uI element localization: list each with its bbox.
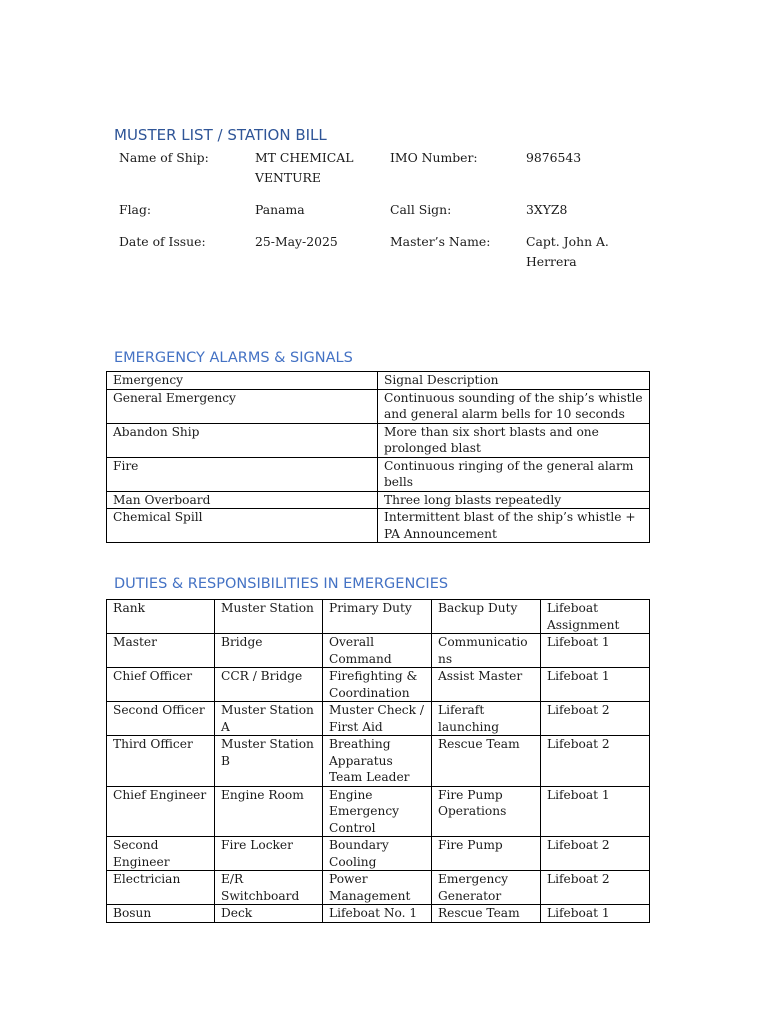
column-header: Backup Duty	[432, 600, 541, 634]
column-header: Primary Duty	[323, 600, 432, 634]
signal-cell: Continuous sounding of the ship’s whistle and general alarm bells for 10 seconds	[378, 389, 650, 423]
duties-table	[106, 599, 650, 923]
emergency-cell: Fire	[107, 457, 378, 491]
lifeboat-cell: Lifeboat 1	[541, 634, 650, 668]
ship-info-value: MT CHEMICAL VENTURE	[255, 150, 354, 185]
backup-duty-cell: Assist Master	[432, 668, 541, 702]
ship-info-label: Name of Ship:	[119, 150, 209, 165]
ship-info-label: IMO Number:	[390, 150, 478, 165]
emergency-cell: Chemical Spill	[107, 509, 378, 543]
rank-cell: Chief Engineer	[107, 786, 215, 837]
ship-info-table	[113, 148, 653, 272]
alarms-heading: EMERGENCY ALARMS & SIGNALS	[114, 350, 353, 366]
muster-station-cell: Fire Locker	[215, 837, 323, 871]
backup-duty-cell: Fire Pump Operations	[432, 786, 541, 837]
primary-duty-cell: Engine Emergency Control	[323, 786, 432, 837]
ship-info-value: 3XYZ8	[526, 202, 568, 217]
column-header: Emergency	[107, 372, 378, 390]
table-row	[107, 509, 650, 543]
muster-station-cell: E/R Switchboard	[215, 871, 323, 905]
lifeboat-cell: Lifeboat 2	[541, 871, 650, 905]
lifeboat-cell: Lifeboat 1	[541, 668, 650, 702]
ship-info-row	[113, 148, 653, 188]
primary-duty-cell: Firefighting & Coordination	[323, 668, 432, 702]
lifeboat-cell: Lifeboat 2	[541, 837, 650, 871]
ship-info-label: Date of Issue:	[119, 234, 206, 249]
muster-station-cell: Muster Station B	[215, 736, 323, 787]
primary-duty-cell: Overall Command	[323, 634, 432, 668]
rank-cell: Master	[107, 634, 215, 668]
duties-heading: DUTIES & RESPONSIBILITIES IN EMERGENCIES	[114, 576, 449, 592]
signal-cell: More than six short blasts and one prolonged blast	[378, 423, 650, 457]
rank-cell: Second Officer	[107, 702, 215, 736]
primary-duty-cell: Power Management	[323, 871, 432, 905]
backup-duty-cell: Rescue Team	[432, 905, 541, 923]
table-row	[107, 837, 650, 871]
primary-duty-cell: Lifeboat No. 1	[323, 905, 432, 923]
rank-cell: Third Officer	[107, 736, 215, 787]
muster-station-cell: Engine Room	[215, 786, 323, 837]
table-row	[107, 668, 650, 702]
table-row	[107, 871, 650, 905]
ship-info-value: Capt. John A. Herrera	[526, 234, 609, 269]
backup-duty-cell: Emergency Generator	[432, 871, 541, 905]
primary-duty-cell: Muster Check / First Aid	[323, 702, 432, 736]
document-title: MUSTER LIST / STATION BILL	[114, 126, 327, 144]
signal-cell: Three long blasts repeatedly	[378, 491, 650, 509]
primary-duty-cell: Breathing Apparatus Team Leader	[323, 736, 432, 787]
backup-duty-cell: Liferaft launching	[432, 702, 541, 736]
signal-cell: Continuous ringing of the general alarm bells	[378, 457, 650, 491]
table-row	[107, 905, 650, 923]
table-row	[107, 457, 650, 491]
column-header: Rank	[107, 600, 215, 634]
ship-info-row	[113, 232, 653, 272]
table-row	[107, 786, 650, 837]
emergency-cell: Abandon Ship	[107, 423, 378, 457]
table-row	[107, 702, 650, 736]
table-row	[107, 736, 650, 787]
ship-info-label: Call Sign:	[390, 202, 452, 217]
table-row	[107, 423, 650, 457]
rank-cell: Second Engineer	[107, 837, 215, 871]
table-row	[107, 389, 650, 423]
ship-info-value: 25-May-2025	[255, 234, 338, 249]
backup-duty-cell: Communications	[432, 634, 541, 668]
primary-duty-cell: Boundary Cooling	[323, 837, 432, 871]
lifeboat-cell: Lifeboat 1	[541, 905, 650, 923]
rank-cell: Electrician	[107, 871, 215, 905]
muster-station-cell: Deck	[215, 905, 323, 923]
table-row	[107, 634, 650, 668]
table-row	[107, 491, 650, 509]
lifeboat-cell: Lifeboat 1	[541, 786, 650, 837]
muster-station-cell: Bridge	[215, 634, 323, 668]
ship-info-row	[113, 200, 653, 220]
ship-info-label: Master’s Name:	[390, 234, 491, 249]
ship-info-value: 9876543	[526, 150, 582, 165]
column-header: Lifeboat Assignment	[541, 600, 650, 634]
rank-cell: Bosun	[107, 905, 215, 923]
duties-header-row	[107, 600, 650, 634]
column-header: Muster Station	[215, 600, 323, 634]
alarms-table	[106, 371, 650, 543]
emergency-cell: Man Overboard	[107, 491, 378, 509]
signal-cell: Intermittent blast of the ship’s whistle + PA Announcement	[378, 509, 650, 543]
ship-info-value: Panama	[255, 202, 305, 217]
backup-duty-cell: Fire Pump	[432, 837, 541, 871]
lifeboat-cell: Lifeboat 2	[541, 702, 650, 736]
muster-station-cell: Muster Station A	[215, 702, 323, 736]
emergency-cell: General Emergency	[107, 389, 378, 423]
lifeboat-cell: Lifeboat 2	[541, 736, 650, 787]
alarms-header-row	[107, 372, 650, 390]
rank-cell: Chief Officer	[107, 668, 215, 702]
muster-station-cell: CCR / Bridge	[215, 668, 323, 702]
column-header: Signal Description	[378, 372, 650, 390]
ship-info-label: Flag:	[119, 202, 152, 217]
backup-duty-cell: Rescue Team	[432, 736, 541, 787]
